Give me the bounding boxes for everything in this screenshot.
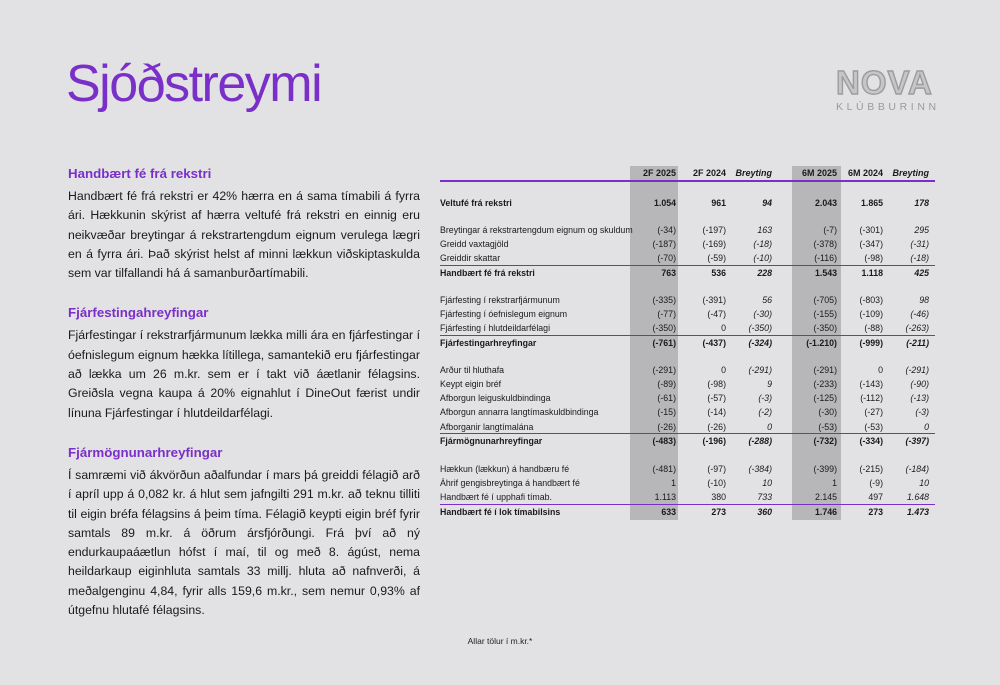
nova-logo xyxy=(836,64,940,113)
row-label: Áhrif gengisbreytinga á handbært fé xyxy=(440,478,580,488)
table-cell: (-26) xyxy=(707,422,726,432)
logo-subtitle: KLÚBBURINN xyxy=(836,101,940,113)
column-header: 6M 2024 xyxy=(847,168,883,178)
row-label: Keypt eigin bréf xyxy=(440,379,502,389)
table-cell: (-9) xyxy=(869,478,883,488)
table-row xyxy=(440,505,935,519)
table-cell: (-7) xyxy=(823,225,837,235)
table-cell: 56 xyxy=(762,295,772,305)
page-title: Sjóðstreymi xyxy=(66,55,322,113)
table-cell: (-30) xyxy=(818,407,837,417)
table-cell: (-26) xyxy=(657,422,676,432)
table-row xyxy=(440,196,935,210)
table-cell: (-31) xyxy=(910,239,929,249)
row-label: Fjárfestingarhreyfingar xyxy=(440,338,537,348)
table-cell: 98 xyxy=(919,295,929,305)
row-label: Afborgun annarra langtímaskuldbindinga xyxy=(440,407,599,417)
table-cell: 2.145 xyxy=(814,492,837,502)
section-body: Í samræmi við ákvörðun aðalfundar í mars þá greiddi félagið arð í apríl upp á 0,082 kr. á hlut sem jafngilti 291 m.kr. að teknu tilliti til eigin bréfa félagsins á þeim tíma. Félagið keypti eigin bréf fyrir samtals 89 m.kr. á öðrum ársfjórðungi. Frá því að ný endurkaupaáætlun hófst í maí, til og með 8. ágúst, nema heildarkaup eiginhluta samtals 33 millj. hluta að nafnverði, á meðalgenginu 4,84, fyrir alls 159,6 m.kr., sem nemur 0,93% af útgefnu hlutafé félagsins. xyxy=(68,467,420,618)
section-heading: Fjárfestingahreyfingar xyxy=(68,305,209,321)
table-cell: (-155) xyxy=(813,309,837,319)
row-label: Fjárfesting í óefnislegum eignum xyxy=(440,309,568,319)
section-body: Handbært fé frá rekstri er 42% hærra en á sama tímabili á fyrra ári. Hækkunin skýrist af hærra veltufé frá rekstri en einnig eru neikvæðar breytingar á rekstrartengdum eignum verulega lægri en á fyrra ári. Það skýrist helst af minni lækkun viðskiptaskulda sem var tilfallandi há á samanburðartímabili. xyxy=(68,189,420,281)
table-cell: (-211) xyxy=(906,338,929,348)
table-cell: 10 xyxy=(919,478,929,488)
section-heading: Fjármögnunarhreyfingar xyxy=(68,444,223,460)
total-rule xyxy=(440,265,935,266)
table-cell: (-169) xyxy=(702,239,726,249)
row-label: Fjármögnunarhreyfingar xyxy=(440,436,543,446)
table-cell: (-18) xyxy=(910,253,929,263)
table-cell: 0 xyxy=(767,422,772,432)
row-label: Handbært fé frá rekstri xyxy=(440,268,535,278)
row-label: Breytingar á rekstrartengdum eignum og skuldum xyxy=(440,225,633,235)
table-cell: (-197) xyxy=(702,225,726,235)
table-row xyxy=(440,434,935,448)
section-operating xyxy=(68,166,420,283)
table-cell: 1 xyxy=(671,478,676,488)
table-cell: (-187) xyxy=(652,239,676,249)
table-row xyxy=(440,321,935,335)
table-cell: (-3) xyxy=(758,393,772,403)
table-cell: (-384) xyxy=(748,464,772,474)
table-cell: (-61) xyxy=(657,393,676,403)
table-cell: (-288) xyxy=(748,436,772,446)
table-cell: (-59) xyxy=(707,253,726,263)
column-header: 6M 2025 xyxy=(801,168,837,178)
table-cell: (-14) xyxy=(707,407,726,417)
table-cell: 1.865 xyxy=(860,198,883,208)
footnote: Allar tölur í m.kr.* xyxy=(467,636,533,646)
table-cell: (-184) xyxy=(905,464,929,474)
table-row xyxy=(440,405,935,419)
total-rule xyxy=(440,504,935,505)
table-cell: (-18) xyxy=(753,239,772,249)
table-cell: (-3) xyxy=(915,407,929,417)
table-cell: 273 xyxy=(868,507,883,517)
table-cell: (-70) xyxy=(657,253,676,263)
table-cell: 0 xyxy=(721,323,726,333)
table-cell: 163 xyxy=(757,225,772,235)
table-cell: 2.043 xyxy=(814,198,837,208)
table-row xyxy=(440,293,935,307)
table-cell: 178 xyxy=(914,198,929,208)
table-cell: (-291) xyxy=(652,365,676,375)
table-cell: 1.543 xyxy=(814,268,837,278)
total-rule xyxy=(440,433,935,434)
table-cell: (-53) xyxy=(818,422,837,432)
table-cell: (-437) xyxy=(702,338,726,348)
table-cell: (-215) xyxy=(859,464,883,474)
table-cell: (-47) xyxy=(707,309,726,319)
table-cell: (-90) xyxy=(910,379,929,389)
table-cell: (-335) xyxy=(652,295,676,305)
table-cell: (-88) xyxy=(864,323,883,333)
table-cell: (-125) xyxy=(813,393,837,403)
row-label: Greiddir skattar xyxy=(440,253,501,263)
table-cell: 1.473 xyxy=(906,507,929,517)
row-label: Hækkun (lækkun) á handbæru fé xyxy=(440,464,570,474)
column-header: 2F 2024 xyxy=(692,168,726,178)
row-label: Arður til hluthafa xyxy=(440,365,505,375)
table-cell: (-391) xyxy=(702,295,726,305)
table-cell: 10 xyxy=(762,478,772,488)
table-row xyxy=(440,237,935,251)
table-cell: (-89) xyxy=(657,379,676,389)
table-cell: (-112) xyxy=(860,393,883,403)
table-row xyxy=(440,336,935,350)
table-cell: 0 xyxy=(878,365,883,375)
row-label: Fjárfesting í rekstrarfjármunum xyxy=(440,295,560,305)
table-cell: 733 xyxy=(757,492,772,502)
table-row xyxy=(440,377,935,391)
column-header: 2F 2025 xyxy=(642,168,676,178)
table-cell: (-15) xyxy=(657,407,676,417)
table-cell: (-399) xyxy=(813,464,837,474)
table-cell: (-732) xyxy=(813,436,837,446)
table-row xyxy=(440,462,935,476)
table-cell: (-46) xyxy=(910,309,929,319)
cash-flow-table xyxy=(440,166,935,520)
table-cell: (-803) xyxy=(859,295,883,305)
table-row xyxy=(440,266,935,280)
table-cell: (-324) xyxy=(748,338,772,348)
table-cell: (-999) xyxy=(859,338,883,348)
table-cell: (-347) xyxy=(859,239,883,249)
table-cell: (-10) xyxy=(707,478,726,488)
logo-word: NOVA xyxy=(836,64,933,101)
table-cell: 536 xyxy=(711,268,726,278)
table-cell: 497 xyxy=(868,492,883,502)
table-cell: (-705) xyxy=(813,295,837,305)
table-cell: (-143) xyxy=(859,379,883,389)
column-header: Breyting xyxy=(735,168,772,178)
table-cell: (-233) xyxy=(813,379,837,389)
table-cell: (-761) xyxy=(652,338,676,348)
table-cell: 961 xyxy=(711,198,726,208)
table-cell: (-334) xyxy=(859,436,883,446)
table-cell: 228 xyxy=(757,268,772,278)
table-cell: 94 xyxy=(762,198,772,208)
section-investing xyxy=(68,305,420,422)
table-cell: 1 xyxy=(832,478,837,488)
row-label: Afborgun leiguskuldbindinga xyxy=(440,393,551,403)
table-cell: (-109) xyxy=(859,309,883,319)
section-financing xyxy=(68,445,420,620)
table-row xyxy=(440,391,935,405)
table-cell: (-483) xyxy=(652,436,676,446)
section-heading: Handbært fé frá rekstri xyxy=(68,166,212,181)
table-cell: 0 xyxy=(721,365,726,375)
table-cell: 1.054 xyxy=(653,198,676,208)
table-cell: 273 xyxy=(711,507,726,517)
table-row xyxy=(440,223,935,237)
section-body: Fjárfestingar í rekstrarfjármunum lækka milli ára en fjárfestingar í óefnislegum eignum hækka lítillega, samantekið eru fjárfestingar að lækka um 26 m.kr. sem er í takt við áætlanir félagsins. Greiðsla vegna kaupa á 20% eignahlut í DineOut færist undir línuna Fjárfestingar í hlutdeildarfélagi. xyxy=(68,328,420,420)
table-cell: 295 xyxy=(914,225,929,235)
table-cell: (-34) xyxy=(657,225,676,235)
table-row xyxy=(440,363,935,377)
table-cell: 0 xyxy=(924,422,929,432)
table-cell: (-98) xyxy=(864,253,883,263)
table-cell: (-13) xyxy=(910,393,929,403)
table-cell: 1.648 xyxy=(906,492,929,502)
table-cell: (-481) xyxy=(652,464,676,474)
table-cell: (-263) xyxy=(905,323,929,333)
table-cell: (-196) xyxy=(702,436,726,446)
table-cell: (-98) xyxy=(707,379,726,389)
table-cell: (-350) xyxy=(813,323,837,333)
table-cell: (-1.210) xyxy=(806,338,837,348)
table-cell: 1.746 xyxy=(814,507,837,517)
row-label: Handbært fé í upphafi tímab. xyxy=(440,492,552,502)
table-row xyxy=(440,476,935,490)
table-cell: (-53) xyxy=(864,422,883,432)
table-cell: (-350) xyxy=(652,323,676,333)
table-cell: (-291) xyxy=(748,365,772,375)
table-cell: (-2) xyxy=(758,407,772,417)
table-row xyxy=(440,490,935,504)
table-cell: 1.113 xyxy=(654,492,676,502)
table-cell: (-291) xyxy=(905,365,929,375)
table-cell: (-77) xyxy=(657,309,676,319)
table-cell: 425 xyxy=(914,268,929,278)
table-row xyxy=(440,251,935,265)
commentary-column xyxy=(68,166,420,639)
row-label: Afborganir langtímalána xyxy=(440,422,534,432)
total-rule xyxy=(440,335,935,336)
table-cell: (-291) xyxy=(813,365,837,375)
row-label: Greidd vaxtagjöld xyxy=(440,239,509,249)
table-cell: (-27) xyxy=(864,407,883,417)
column-header: Breyting xyxy=(892,168,929,178)
row-label: Veltufé frá rekstri xyxy=(440,198,512,208)
table-cell: 1.118 xyxy=(861,268,883,278)
table-row xyxy=(440,307,935,321)
table-cell: (-30) xyxy=(753,309,772,319)
table-cell: (-397) xyxy=(905,436,929,446)
table-cell: (-97) xyxy=(707,464,726,474)
table-header-row xyxy=(440,166,935,180)
row-label: Fjárfesting í hlutdeildarfélagi xyxy=(440,323,551,333)
table-cell: 9 xyxy=(767,379,772,389)
table-row xyxy=(440,420,935,434)
table-cell: (-378) xyxy=(813,239,837,249)
table-cell: 380 xyxy=(711,492,726,502)
table-cell: 360 xyxy=(757,507,772,517)
header-rule xyxy=(440,180,935,182)
table-cell: (-301) xyxy=(859,225,883,235)
row-label: Handbært fé í lok tímabilsins xyxy=(440,507,561,517)
table-cell: 763 xyxy=(661,268,676,278)
table-cell: (-10) xyxy=(753,253,772,263)
table-cell: (-57) xyxy=(707,393,726,403)
table-cell: (-116) xyxy=(814,253,837,263)
table-cell: 633 xyxy=(661,507,676,517)
table-cell: (-350) xyxy=(748,323,772,333)
